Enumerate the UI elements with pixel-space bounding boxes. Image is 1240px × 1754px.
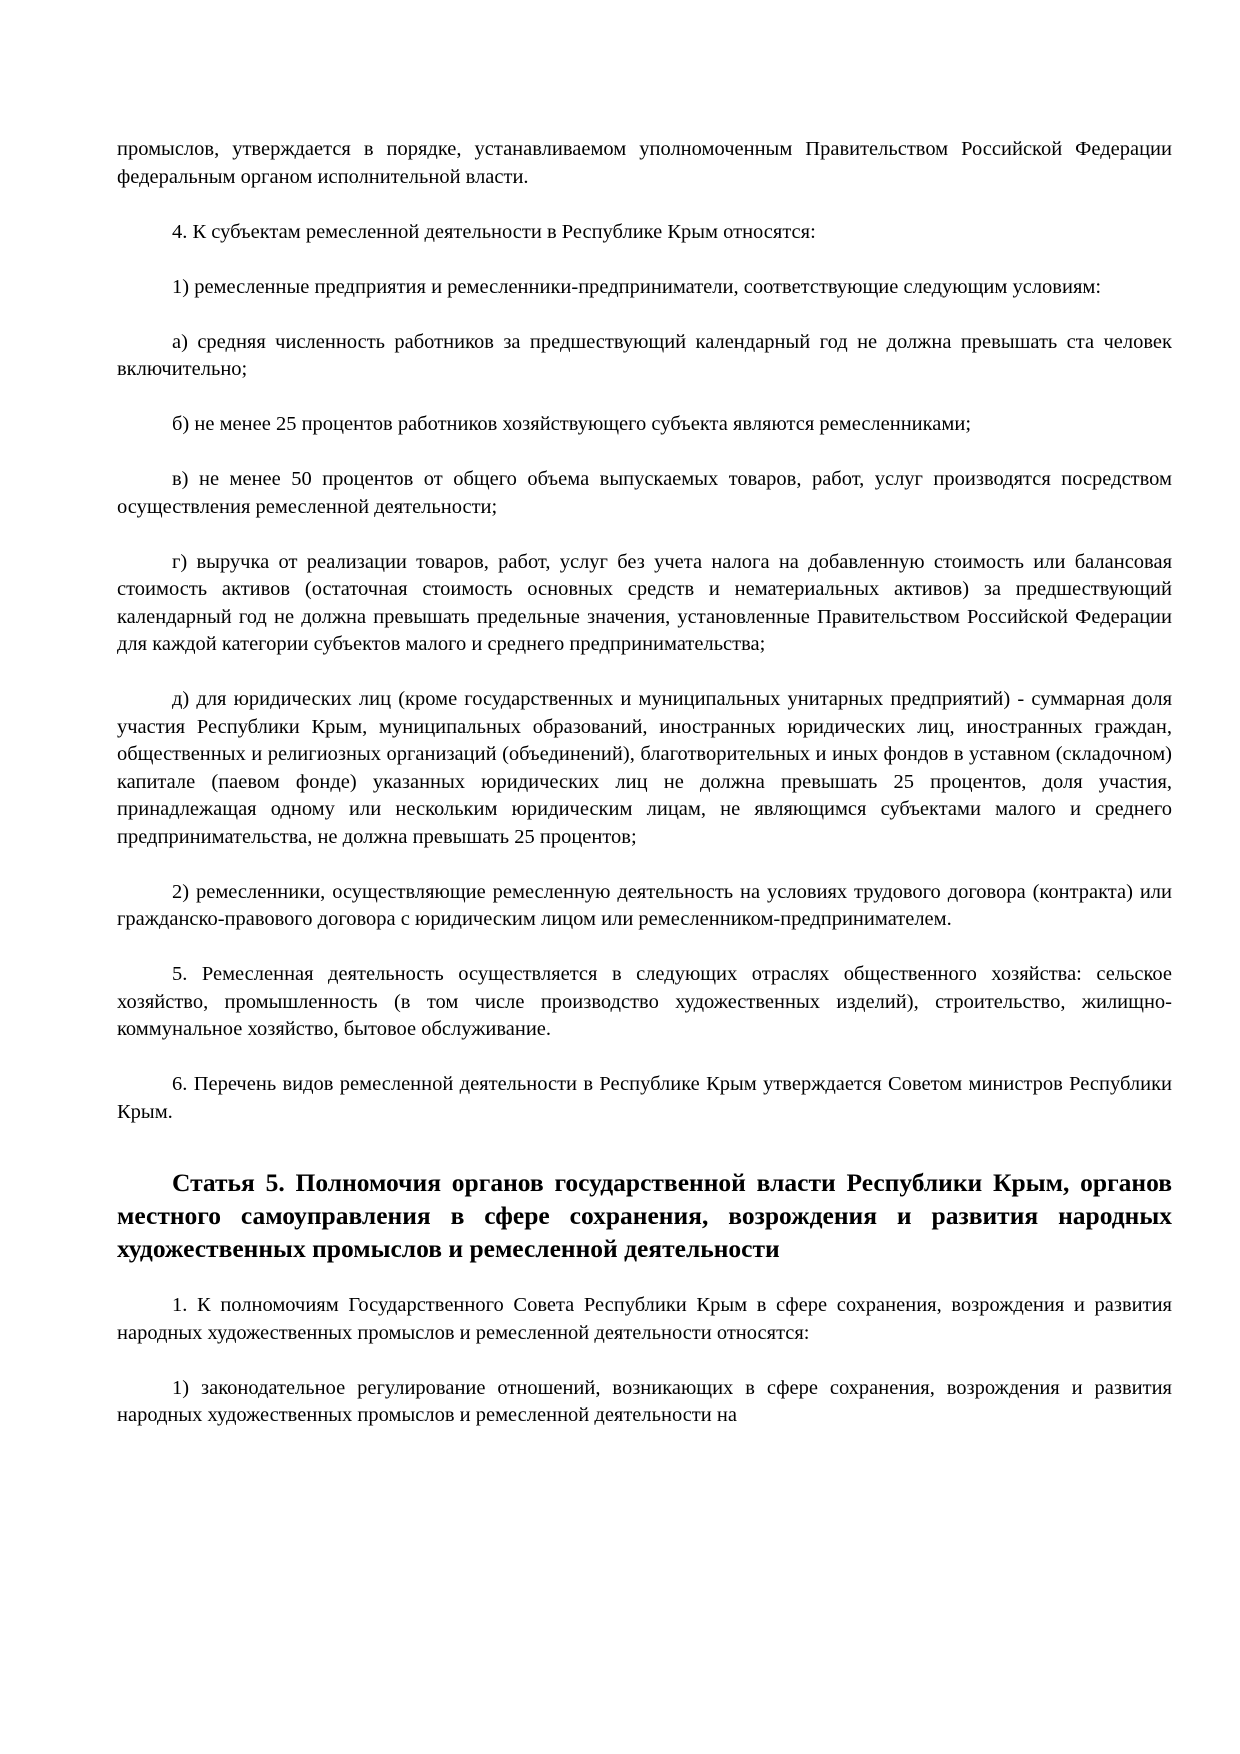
paragraph-condition-d: д) для юридических лиц (кроме государственных и муниципальных унитарных предприятий) - суммарная доля участия Республики Крым, муниципальных образований, иностранных юридических лиц, иностранных граждан, общественных и религиозных организаций (объединений), благотворительных и иных фондов в уставном (складочном) капитале (паевом фонде) указанных юридических лиц не должна превышать 25 процентов, доля участия, принадлежащая одному или нескольким юридическим лицам, не являющимся субъектами малого и среднего предпринимательства, не должна превышать 25 процентов;: [117, 688, 1172, 848]
paragraph-condition-a: а) средняя численность работников за предшествующий календарный год не должна превышать ста человек включительно;: [117, 330, 1172, 380]
paragraph-condition-b: б) не менее 25 процентов работников хозяйствующего субъекта являются ремесленниками;: [172, 413, 972, 435]
paragraph-continuation: промыслов, утверждается в порядке, устанавливаемом уполномоченным Правительством Российской Федерации федеральным органом исполнительной власти.: [117, 138, 1172, 188]
paragraph-item-6: 6. Перечень видов ремесленной деятельности в Республике Крым утверждается Советом министров Республики Крым.: [117, 1073, 1172, 1123]
paragraph-subitem-2: 2) ремесленники, осуществляющие ремесленную деятельность на условиях трудового договора (контракта) или гражданско-правового договора с юридическим лицом или ремесленником-предпринимателем.: [117, 880, 1172, 930]
paragraph-subitem-1: 1) ремесленные предприятия и ремесленники-предприниматели, соответствующие следующим условиям:: [172, 275, 1102, 298]
paragraph-item-5: 5. Ремесленная деятельность осуществляется в следующих отраслях общественного хозяйства: сельское хозяйство, промышленность (в том числе производство художественных изделий), строительство, жилищно-коммунальное хозяйство, бытовое обслуживание.: [117, 963, 1172, 1040]
paragraph-article5-subitem-1: 1) законодательное регулирование отношений, возникающих в сфере сохранения, возрождения и развития народных художественных промыслов и ремесленной деятельности на: [117, 1376, 1172, 1426]
paragraph-item-4: 4. К субъектам ремесленной деятельности в Республике Крым относятся:: [172, 220, 816, 243]
paragraph-condition-v: в) не менее 50 процентов от общего объема выпускаемых товаров, работ, услуг производятся посредством осуществления ремесленной деятельности;: [117, 468, 1172, 518]
paragraph-article5-item-1: 1. К полномочиям Государственного Совета Республики Крым в сфере сохранения, возрождения и развития народных художественных промыслов и ремесленной деятельности относятся:: [117, 1294, 1172, 1344]
document-page: [117, 136, 1172, 1430]
article-heading: Статья 5. Полномочия органов государственной власти Республики Крым, органов местного самоуправления в сфере сохранения, возрождения и развития народных художественных промыслов и ремесленной деятельности: [117, 1168, 1172, 1263]
paragraph-condition-g: г) выручка от реализации товаров, работ, услуг без учета налога на добавленную стоимость или балансовая стоимость активов (остаточная стоимость основных средств и нематериальных активов) за предшествующий календарный год не должна превышать предельные значения, установленные Правительством Российской Федерации для каждой категории субъектов малого и среднего предпринимательства;: [117, 550, 1172, 655]
